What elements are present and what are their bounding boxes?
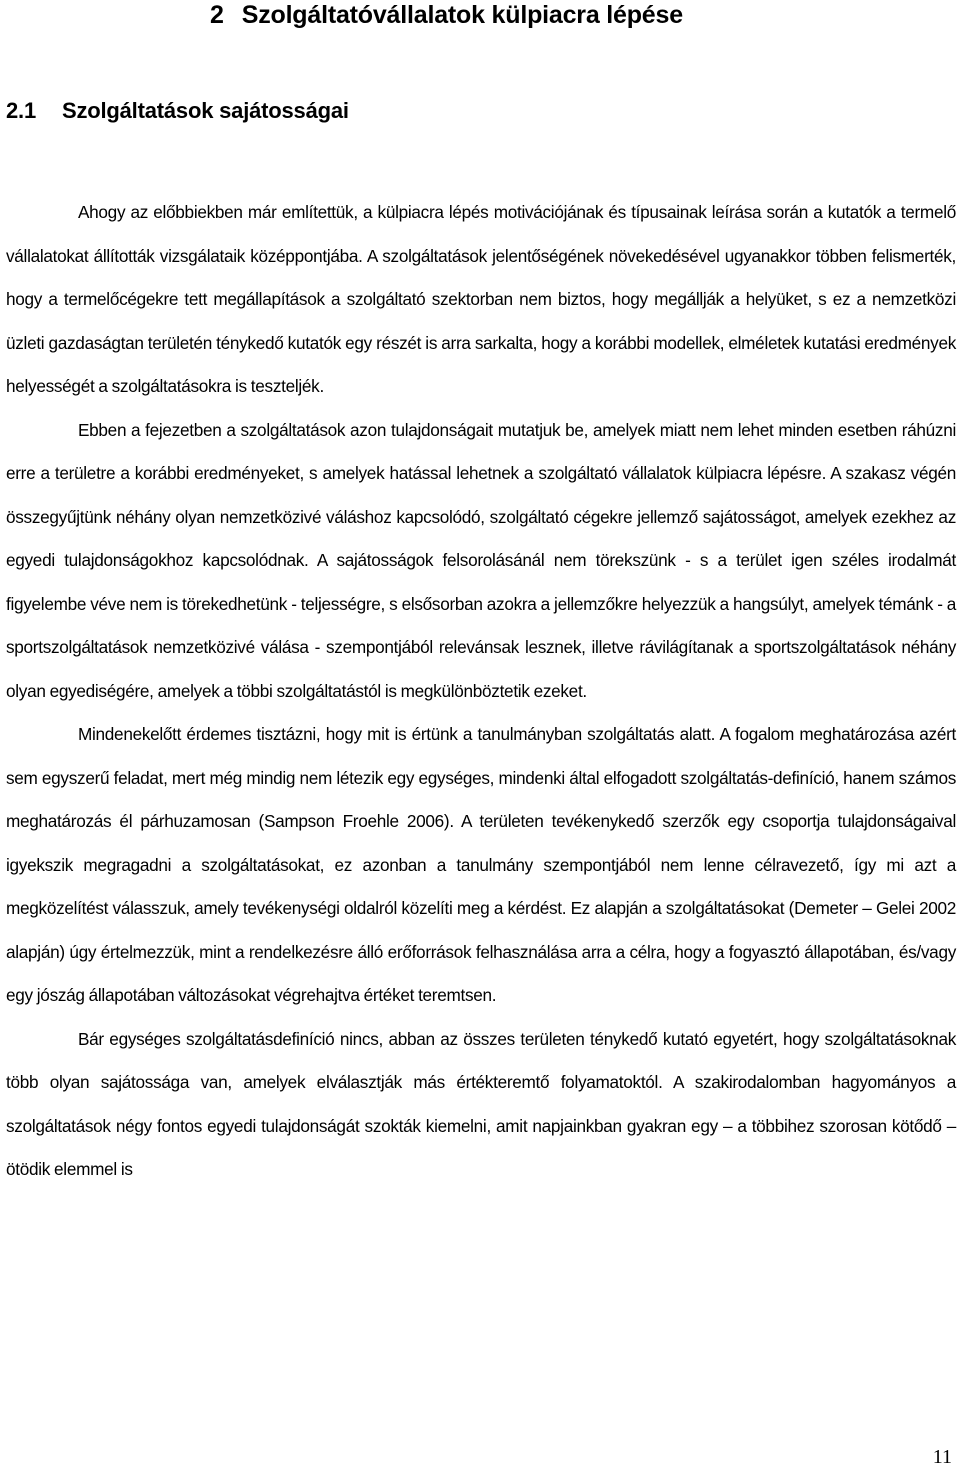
- body-text: [6, 191, 956, 1192]
- section-heading: [6, 96, 349, 126]
- paragraph: Bár egységes szolgáltatásdefiníció nincs, abban az összes területen ténykedő kutató egyetért, hogy szolgáltatásoknak több olyan sajátossága van, amelyek elválasztják más értékteremtő folyamatoktól. A szakirodalomban hagyományos a szolgáltatások négy fontos egyedi tulajdonságát szokták kiemelni, amit napjainkban gyakran egy – a többihez szorosan kötődő – ötödik elemmel is: [6, 1028, 956, 1179]
- paragraph: Ebben a fejezetben a szolgáltatások azon tulajdonságait mutatjuk be, amelyek miatt nem lehet minden esetben ráhúzni erre a területre a korábbi eredményeket, s amelyek hatással lehetnek a szolgáltató vállalatok külpiacra lépésre. A szakasz végén összegyűjtünk néhány olyan nemzetközivé váláshoz kapcsolódó, szolgáltató cégekre jellemző sajátosságot, amelyek ezekhez az egyedi tulajdonságokhoz kapcsolódnak. A sajátosságok felsorolásánál nem törekszünk - s a terület igen széles irodalmát figyelembe véve nem is törekedhetünk - teljességre, s elsősorban azokra a jellemzőkre helyezzük a hangsúlyt, amelyek témánk - a sportszolgáltatások nemzetközivé válása - szempontjából relevánsak lesznek, illetve rávilágítanak a sportszolgáltatások néhány olyan egyediségére, amelyek a többi szolgáltatástól is megkülönböztetik ezeket.: [6, 419, 956, 701]
- chapter-heading: [210, 0, 683, 32]
- section-number: 2.1: [6, 98, 36, 123]
- paragraph: Mindenekelőtt érdemes tisztázni, hogy mit is értünk a tanulmányban szolgáltatás alatt. A fogalom meghatározása azért sem egyszerű feladat, mert még mindig nem létezik egy egységes, mindenki által elfogadott szolgáltatás-definíció, hanem számos meghatározás él párhuzamosan (Sampson Froehle 2006). A területen tevékenykedő szerzők egy csoportja tulajdonságaival igyekszik megragadni a szolgáltatásokat, ez azonban a tanulmány szempontjából nem lenne célravezető, így mi azt a megközelítést válasszuk, amely tevékenységi oldalról közelíti meg a kérdést. Ez alapján a szolgáltatásokat (Demeter – Gelei 2002 alapján) úgy értelmezzük, mint a rendelkezésre álló erőforrások felhasználása arra a célra, hogy a fogyasztó állapotában, és/vagy egy jószág állapotában változásokat végrehajtva értéket teremtsen.: [6, 724, 956, 1005]
- paragraph: Ahogy az előbbiekben már említettük, a külpiacra lépés motivációjának és típusainak leírása során a kutatók a termelő vállalatokat állították vizsgálataik középpontjába. A szolgáltatások jelentőségének növekedésével ugyanakkor többen felismerték, hogy a termelőcégekre tett megállapítások a szolgáltató szektorban nem biztos, hogy megállják a helyüket, s ez a nemzetközi üzleti gazdaságtan területén ténykedő kutatók egy részét is arra sarkalta, hogy a korábbi modellek, elméletek kutatási eredmények helyességét a szolgáltatásokra is teszteljék.: [6, 202, 956, 396]
- document-page: [6, 0, 956, 1472]
- page-number: 11: [932, 1446, 952, 1468]
- chapter-title: Szolgáltatóvállalatok külpiacra lépése: [241, 1, 683, 29]
- section-title: Szolgáltatások sajátosságai: [61, 98, 349, 123]
- chapter-number: 2: [210, 1, 224, 29]
